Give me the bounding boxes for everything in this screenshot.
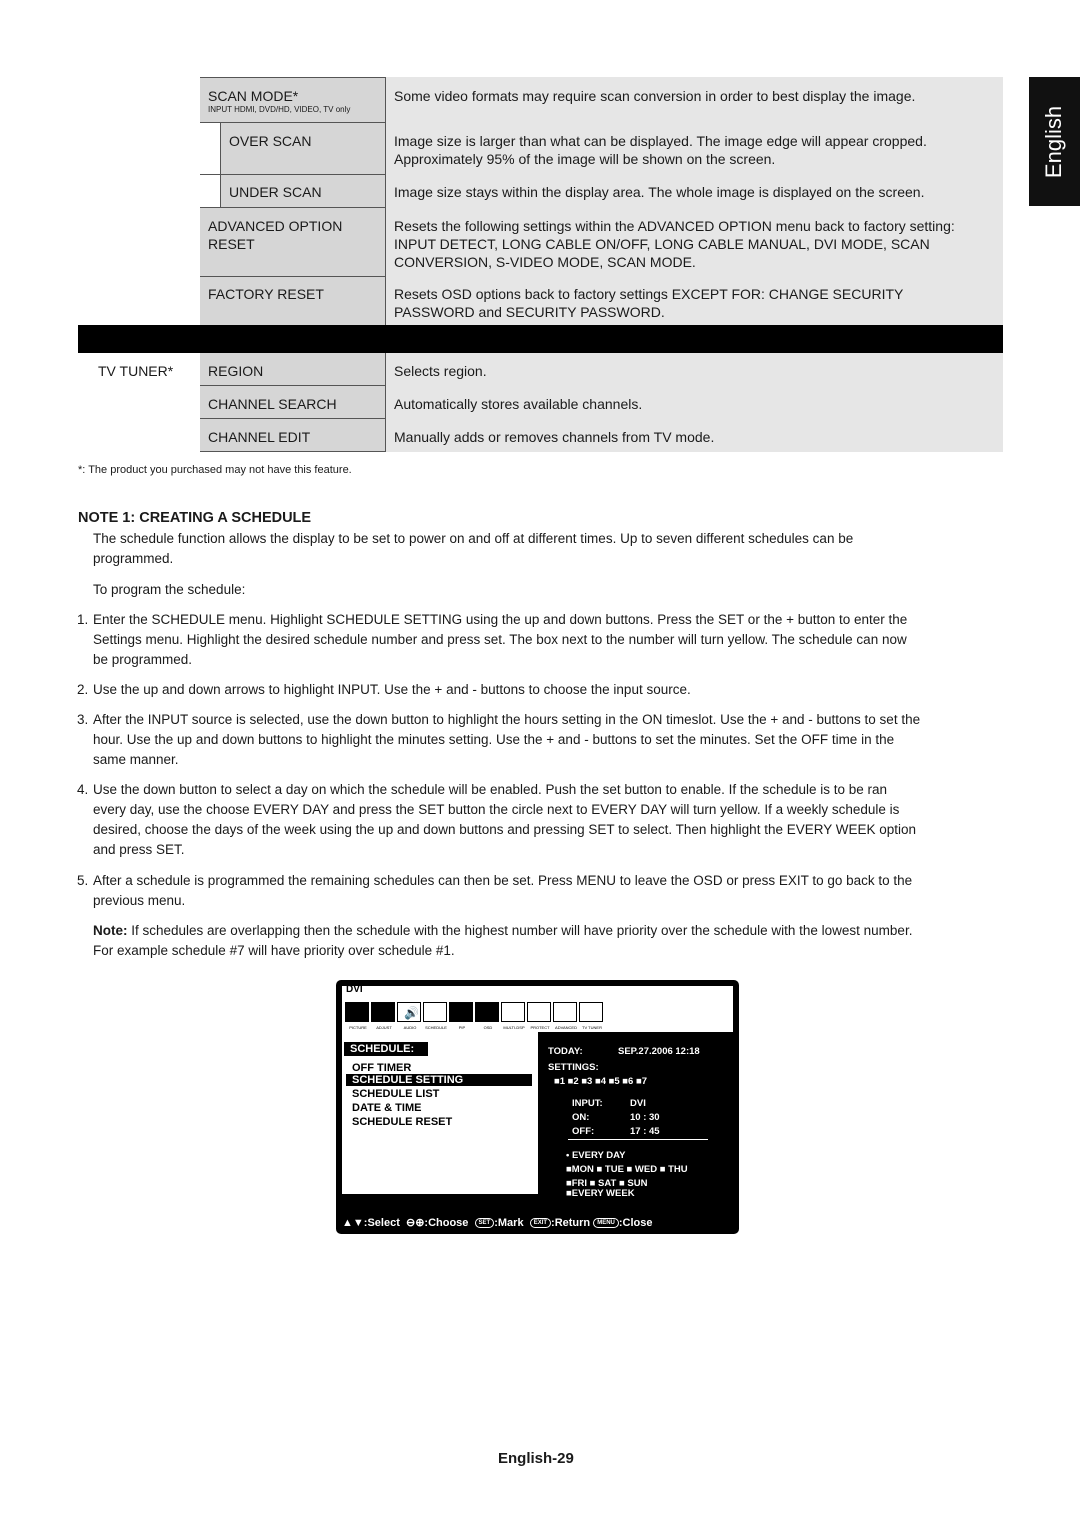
- off-key: OFF:: [572, 1126, 595, 1137]
- osd-icon-row: [345, 1002, 605, 1030]
- note-title: NOTE 1: CREATING A SCHEDULE: [78, 510, 312, 526]
- multi-dsp-icon[interactable]: MULTI-DSP: [501, 1002, 525, 1022]
- scan-mode-desc: Some video formats may require scan conversion in order to best display the image.: [394, 88, 916, 104]
- region-label: REGION: [208, 363, 264, 379]
- note-text-1: If schedules are overlapping then the schedule with the highest number will have priority over the schedule with the lowest number.: [127, 923, 913, 938]
- region-desc: Selects region.: [394, 363, 487, 379]
- advanced-reset-desc-3: CONVERSION, S-VIDEO MODE, SCAN MODE.: [394, 254, 696, 270]
- today-value: SEP.27.2006 12:18: [618, 1046, 700, 1057]
- step-4-line-1: Use the down button to select a day on which the schedule will be enabled. Push the set button to enable. If the schedule is to be ran: [93, 782, 888, 797]
- minus-plus-icon: ⊖⊕: [405, 1217, 425, 1229]
- select-hint: :Select: [363, 1217, 400, 1229]
- tv-tuner-label: TV TUNER*: [98, 363, 174, 379]
- menu-item-schedule-list[interactable]: SCHEDULE LIST: [352, 1088, 440, 1100]
- advanced-reset-desc-1: Resets the following settings within the ADVANCED OPTION menu back to factory setting:: [394, 218, 955, 234]
- on-value[interactable]: 10 : 30: [630, 1112, 660, 1123]
- osd-input-label: DVI: [346, 984, 363, 995]
- under-scan-desc: Image size stays within the display area. The whole image is displayed on the screen.: [394, 184, 925, 200]
- picture-icon[interactable]: PICTURE: [345, 1002, 369, 1022]
- osd-separator: [568, 1139, 708, 1140]
- row-scan-mode: [78, 77, 1003, 123]
- step-1-line-2: Settings menu. Highlight the desired schedule number and press set. The box next to the number will turn yellow. The schedule can now: [93, 632, 907, 647]
- row-channel-edit: [78, 419, 1003, 452]
- settings-label: SETTINGS:: [548, 1062, 599, 1073]
- advanced-icon[interactable]: ADVANCED: [553, 1002, 577, 1022]
- step-4-number: 4.: [77, 782, 89, 797]
- step-3-line-3: same manner.: [93, 752, 179, 767]
- factory-reset-desc-1: Resets OSD options back to factory settings EXCEPT FOR: CHANGE SECURITY: [394, 286, 904, 302]
- step-1-number: 1.: [77, 612, 89, 627]
- intro-line-1: The schedule function allows the display to be set to power on and off at different times. Up to seven different schedules can be: [93, 531, 854, 546]
- input-value[interactable]: DVI: [630, 1098, 646, 1109]
- advanced-reset-desc-2: INPUT DETECT, LONG CABLE ON/OFF, LONG CABLE MANUAL, DVI MODE, SCAN: [394, 236, 930, 252]
- osd-info-icon[interactable]: OSD: [475, 1002, 499, 1022]
- protect-icon[interactable]: PROTECT: [527, 1002, 551, 1022]
- step-3-line-1: After the INPUT source is selected, use the down button to highlight the hours setting in the ON timeslot. Use the + and - buttons to set the: [93, 712, 921, 727]
- over-scan-label: OVER SCAN: [229, 133, 312, 149]
- channel-edit-desc: Manually adds or removes channels from TV mode.: [394, 429, 715, 445]
- off-value[interactable]: 17 : 45: [630, 1126, 660, 1137]
- step-2-number: 2.: [77, 682, 89, 697]
- osd-top-bar: [342, 986, 733, 1032]
- osd-settings-panel: [538, 1032, 733, 1194]
- step-4-line-2: every day, use the choose EVERY DAY and press the SET button the circle next to EVERY DAY will turn yellow. If a weekly schedule is: [93, 802, 900, 817]
- scan-mode-sublabel: INPUT HDMI, DVD/HD, VIDEO, TV only: [208, 105, 351, 114]
- menu-item-date-time[interactable]: DATE & TIME: [352, 1102, 422, 1114]
- note-line-1: [93, 921, 912, 941]
- choose-hint: :Choose: [424, 1217, 469, 1229]
- step-3-line-2: hour. Use the up and down buttons to highlight the minutes setting. Use the + and - buttons to set the minutes. Set the OFF time in the: [93, 732, 895, 747]
- osd-schedule-menu: [342, 1032, 538, 1194]
- input-key: INPUT:: [572, 1098, 603, 1109]
- up-down-icon: ▲▼: [342, 1217, 364, 1229]
- menu-item-off-timer[interactable]: OFF TIMER: [352, 1062, 412, 1074]
- advanced-reset-label-2: RESET: [208, 236, 255, 252]
- row-over-scan: [78, 123, 1003, 175]
- step-2-line-1: Use the up and down arrows to highlight INPUT. Use the + and - buttons to choose the input source.: [93, 682, 691, 697]
- step-1-line-1: Enter the SCHEDULE menu. Highlight SCHEDULE SETTING using the up and down buttons. Press the SET or the + button to enter the: [93, 612, 908, 627]
- language-tab: [1029, 77, 1080, 206]
- page-number: English-29: [498, 1450, 574, 1467]
- osd-inner: [342, 986, 733, 1194]
- mark-hint: :Mark: [494, 1217, 524, 1229]
- step-5-line-1: After a schedule is programmed the remaining schedules can then be set. Press MENU to leave the OSD or press EXIT to go back to the: [93, 873, 913, 888]
- row-under-scan: [78, 175, 1003, 208]
- days-row-1[interactable]: ■MON ■ TUE ■ WED ■ THU: [566, 1164, 688, 1175]
- adjust-icon[interactable]: ADJUST: [371, 1002, 395, 1022]
- close-hint: :Close: [618, 1217, 653, 1229]
- row-factory-reset: [78, 277, 1003, 325]
- schedule-icon[interactable]: SCHEDULE: [423, 1002, 447, 1022]
- scan-mode-label: SCAN MODE*: [208, 88, 299, 104]
- audio-icon[interactable]: 🔊 AUDIO: [397, 1002, 421, 1022]
- menu-item-schedule-setting[interactable]: SCHEDULE SETTING: [346, 1074, 532, 1086]
- tv-tuner-icon[interactable]: TV TUNER: [579, 1002, 603, 1022]
- step-3-number: 3.: [77, 712, 89, 727]
- on-key: ON:: [572, 1112, 590, 1123]
- row-advanced-reset: [78, 208, 1003, 277]
- row-region: [78, 353, 1003, 386]
- section-divider-bar: [78, 325, 1003, 353]
- factory-reset-label: FACTORY RESET: [208, 286, 324, 302]
- osd-footer: [342, 1216, 653, 1229]
- channel-search-desc: Automatically stores available channels.: [394, 396, 643, 412]
- channel-edit-label: CHANNEL EDIT: [208, 429, 311, 445]
- language-tab-label: English: [1041, 105, 1067, 178]
- factory-reset-desc-2: PASSWORD and SECURITY PASSWORD.: [394, 304, 665, 320]
- step-4-line-4: and press SET.: [93, 842, 185, 857]
- step-4-line-3: desired, choose the days of the week using the up and down buttons and pressing SET to select. Then highlight the EVERY WEEK option: [93, 822, 917, 837]
- under-scan-label: UNDER SCAN: [229, 184, 322, 200]
- advanced-reset-label-1: ADVANCED OPTION: [208, 218, 343, 234]
- every-week-option[interactable]: ■EVERY WEEK: [566, 1188, 635, 1199]
- menu-item-schedule-reset[interactable]: SCHEDULE RESET: [352, 1116, 453, 1128]
- note-label: Note:: [93, 923, 128, 938]
- pip-icon[interactable]: PIP: [449, 1002, 473, 1022]
- schedule-slots[interactable]: ■1 ■2 ■3 ■4 ■5 ■6 ■7: [554, 1076, 647, 1087]
- every-day-option[interactable]: • EVERY DAY: [566, 1150, 626, 1161]
- today-label: TODAY:: [548, 1046, 583, 1057]
- row-channel-search: [78, 386, 1003, 419]
- channel-search-label: CHANNEL SEARCH: [208, 396, 337, 412]
- to-program: To program the schedule:: [93, 582, 246, 597]
- step-5-line-2: previous menu.: [93, 893, 186, 908]
- over-scan-desc-2: Approximately 95% of the image will be shown on the screen.: [394, 151, 776, 167]
- return-hint: :Return: [551, 1217, 591, 1229]
- step-5-number: 5.: [77, 873, 89, 888]
- over-scan-desc-1: Image size is larger than what can be displayed. The image edge will appear cropped.: [394, 133, 927, 149]
- osd-menu-header: SCHEDULE:: [344, 1042, 428, 1056]
- set-key[interactable]: SET: [475, 1218, 495, 1228]
- footnote: *: The product you purchased may not have this feature.: [78, 464, 352, 476]
- menu-key[interactable]: MENU: [593, 1218, 619, 1228]
- intro-line-2: programmed.: [93, 551, 174, 566]
- days-row-2[interactable]: ■FRI ■ SAT ■ SUN: [566, 1178, 648, 1189]
- osd-screenshot: [336, 980, 739, 1234]
- exit-key[interactable]: EXIT: [530, 1218, 551, 1228]
- note-line-2: For example schedule #7 will have priority over schedule #1.: [93, 943, 455, 958]
- step-1-line-3: be programmed.: [93, 652, 193, 667]
